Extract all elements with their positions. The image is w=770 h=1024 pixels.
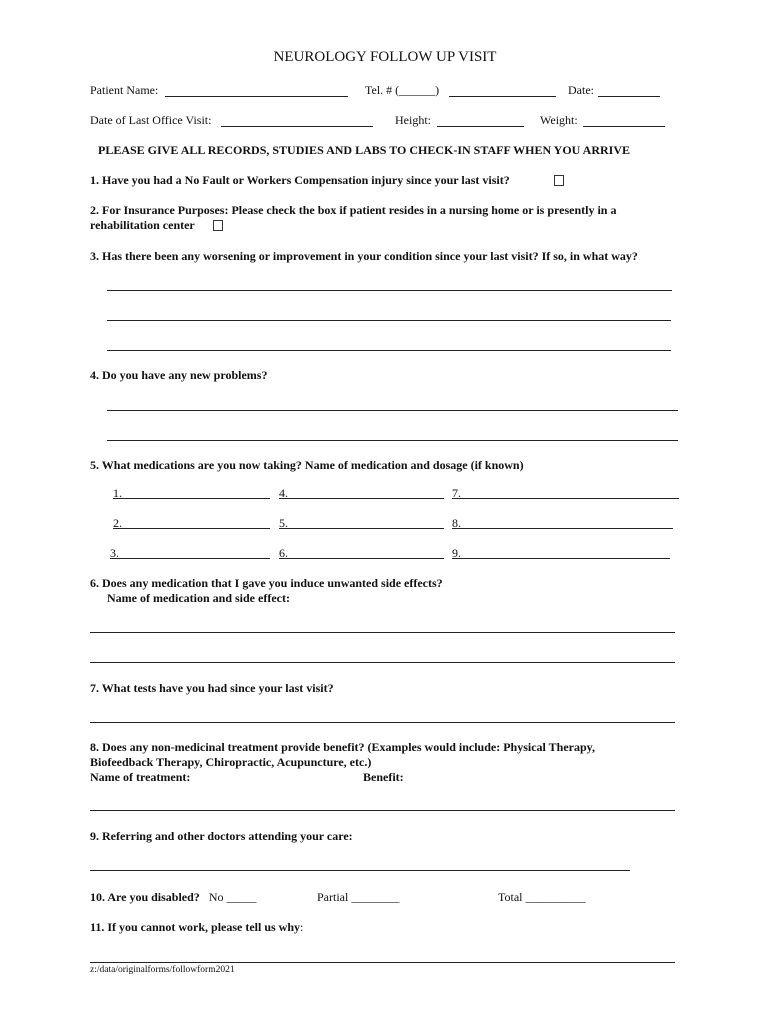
question-7: 7. What tests have you had since your last visit? [90,681,334,695]
tel-label: Tel. # (______) [365,83,440,97]
tel-field[interactable] [449,96,556,97]
q8-treatment-label: Name of treatment: [90,770,191,784]
question-4: 4. Do you have any new problems? [90,368,268,382]
q10-no-option[interactable]: No _____ [208,890,257,904]
question-5: 5. What medications are you now taking? Name of medication and dosage (if known) [90,458,524,472]
med-number-8: 8. [452,516,461,530]
med-number-2: 2. [113,516,122,530]
question-2-line-1: 2. For Insurance Purposes: Please check the box if patient resides in a nursing home or is presently in a [90,203,617,217]
height-field[interactable] [437,126,524,127]
question-6-line-2: Name of medication and side effect: [107,591,290,605]
med-field-7[interactable] [452,498,679,499]
patient-name-label: Patient Name: [90,83,159,97]
footer-path: z:/data/originalforms/followform2021 [90,965,235,975]
weight-label: Weight: [540,113,578,127]
notice: PLEASE GIVE ALL RECORDS, STUDIES AND LABS TO CHECK-IN STAFF WHEN YOU ARRIVE [98,143,631,157]
med-number-5: 5. [279,516,288,530]
q2-checkbox[interactable] [213,220,223,231]
patient-name-field[interactable] [165,96,348,97]
med-number-9: 9. [452,546,461,560]
q11-answer-line[interactable] [90,962,675,963]
question-10 [90,890,256,905]
med-number-4: 4. [279,486,288,500]
q7-answer-line[interactable] [90,722,675,723]
med-number-7: 7. [452,486,461,500]
q4-answer-line-1[interactable] [107,410,678,411]
weight-field[interactable] [583,126,665,127]
med-field-6[interactable] [279,558,444,559]
q9-answer-line[interactable] [90,870,630,871]
q11-label: 11. If you cannot work, please tell us why [90,920,301,934]
q10-partial-option[interactable]: Partial ________ [317,890,400,904]
date-field[interactable] [598,96,660,97]
q6-answer-line-1[interactable] [90,632,675,633]
date-label: Date: [568,83,594,97]
med-number-3: 3. [110,546,119,560]
question-6-line-1: 6. Does any medication that I gave you induce unwanted side effects? [90,576,443,590]
page-title: NEUROLOGY FOLLOW UP VISIT [273,49,497,65]
last-visit-label: Date of Last Office Visit: [90,113,212,127]
q10-label: 10. Are you disabled? [90,890,200,904]
med-field-8[interactable] [452,528,673,529]
q6-answer-line-2[interactable] [90,662,675,663]
med-field-1[interactable] [113,498,270,499]
question-2-line-2: rehabilitation center [90,218,195,232]
med-field-2[interactable] [113,528,270,529]
med-number-6: 6. [279,546,288,560]
question-9: 9. Referring and other doctors attending your care: [90,829,353,843]
q8-answer-line[interactable] [90,810,675,811]
med-field-9[interactable] [452,558,670,559]
q11-colon: : [300,920,304,934]
q3-answer-line-2[interactable] [107,320,671,321]
q3-answer-line-1[interactable] [107,290,672,291]
med-field-4[interactable] [279,498,444,499]
q10-total-option[interactable]: Total __________ [498,890,586,904]
q4-answer-line-2[interactable] [107,440,678,441]
question-8-line-1: 8. Does any non-medicinal treatment provide benefit? (Examples would include: Physical Therapy, [90,740,596,754]
question-1: 1. Have you had a No Fault or Workers Compensation injury since your last visit? [90,173,510,187]
med-field-5[interactable] [279,528,444,529]
question-3: 3. Has there been any worsening or improvement in your condition since your last visit? If so, in what way? [90,249,638,263]
med-field-3[interactable] [110,558,270,559]
question-11 [90,920,303,935]
med-number-1: 1. [113,486,122,500]
height-label: Height: [395,113,431,127]
q1-checkbox[interactable] [554,175,564,186]
q3-answer-line-3[interactable] [107,350,671,351]
q8-benefit-label: Benefit: [363,770,404,784]
last-visit-field[interactable] [221,126,373,127]
question-8-line-2: Biofeedback Therapy, Chiropractic, Acupuncture, etc.) [90,755,372,769]
